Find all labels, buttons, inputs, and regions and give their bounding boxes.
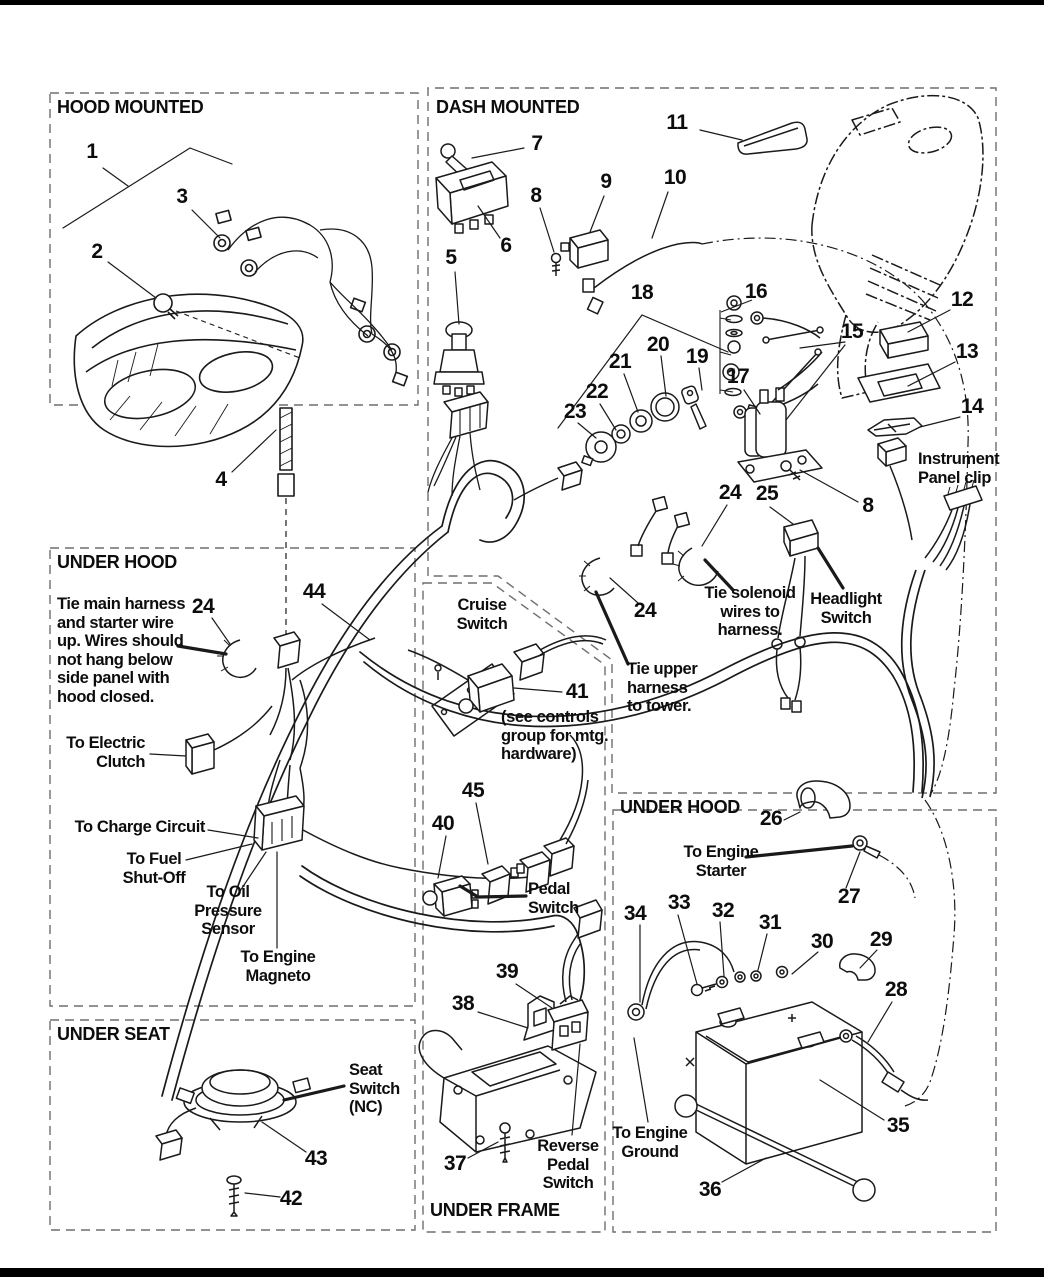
annotation-line: group for mtg. <box>501 726 609 745</box>
cover-part11 <box>738 122 807 154</box>
annotation-line: Magneto <box>245 966 311 985</box>
annotation-line: Tie upper <box>627 660 698 678</box>
part-callout-6: 6 <box>500 234 512 257</box>
annotation-line: Headlight <box>810 590 882 608</box>
annotation-line: Starter <box>695 861 747 880</box>
part-callout-35: 35 <box>886 1114 910 1137</box>
annotation-line: hood closed. <box>57 687 154 706</box>
tie-upper-harness-note <box>627 660 697 716</box>
screw-part8 <box>552 254 561 277</box>
annotation-line: up. Wires should <box>57 632 184 650</box>
annotation-line: (NC) <box>349 1098 383 1116</box>
hardware-stack-part16 <box>720 296 820 418</box>
under-seat-box <box>50 1020 415 1230</box>
instrument-panel-clip <box>918 450 999 487</box>
annotation-line: and starter wire <box>57 613 174 632</box>
solenoid-part17 <box>738 352 822 482</box>
reverse-pedal-switch-label <box>537 1137 598 1193</box>
charge-circuit-connector <box>254 760 304 850</box>
annotation-line: (see controls <box>501 708 599 726</box>
part-callout-40: 40 <box>431 812 455 835</box>
annotation-line: Clutch <box>96 752 145 771</box>
annotation-line: To Electric <box>66 734 145 752</box>
section-title-under-seat: UNDER SEAT <box>57 1024 170 1044</box>
section-title-hood-mounted: HOOD MOUNTED <box>57 97 204 117</box>
part-callout-20: 20 <box>646 333 670 356</box>
part-callout-11: 11 <box>666 111 688 134</box>
part-callout-16: 16 <box>744 280 768 303</box>
part-callout-21: 21 <box>608 350 632 373</box>
screw-part42 <box>227 1176 241 1216</box>
annotation-line: To Charge Circuit <box>74 818 205 836</box>
annotation-line: To Oil <box>206 883 250 901</box>
part-callout-13: 13 <box>955 340 979 363</box>
section-title-under-hood-left: UNDER HOOD <box>57 552 178 572</box>
annotation-line: Switch <box>456 614 508 633</box>
part-callout-12: 12 <box>950 288 974 311</box>
part-callout-10: 10 <box>663 166 687 189</box>
annotation-line: Cruise <box>457 596 507 614</box>
part-callout-31: 31 <box>758 911 782 934</box>
annotation-line: Ground <box>621 1142 679 1161</box>
under-frame-illustration <box>419 900 602 1162</box>
part-callout-9: 9 <box>600 170 612 193</box>
part-callout-8: 8 <box>862 494 874 517</box>
annotation-line: To Engine <box>683 843 759 861</box>
part-callout-24: 24 <box>633 599 657 622</box>
annotation-line: not hang below <box>57 650 173 669</box>
annotation-line: Instrument <box>918 450 1000 468</box>
part-callout-1: 1 <box>86 140 98 163</box>
part-callout-38: 38 <box>451 992 475 1015</box>
annotation-line: harness. <box>717 621 783 639</box>
dash-connector <box>428 392 488 496</box>
to-engine-starter-label <box>684 843 759 880</box>
part-callout-45: 45 <box>461 779 485 802</box>
part-callout-43: 43 <box>304 1147 328 1170</box>
annotation-line: Shut-Off <box>122 868 186 887</box>
annotation-line: Switch <box>349 1079 400 1098</box>
part-callout-33: 33 <box>667 891 691 914</box>
hardware-parts30-33 <box>692 967 788 996</box>
relay-part9 <box>561 230 608 268</box>
part-callout-4: 4 <box>215 468 227 491</box>
annotation-line: Panel clip <box>918 468 992 487</box>
annotation-line: Seat <box>349 1061 383 1079</box>
part-callout-8: 8 <box>530 184 542 207</box>
to-electric-clutch-label <box>66 734 145 771</box>
annotation-line: wires to <box>720 602 780 621</box>
seat-switch-label <box>349 1061 400 1117</box>
see-controls-note <box>501 708 608 764</box>
annotation-line: To Engine <box>612 1124 688 1142</box>
annotation-line: Pedal <box>546 1155 590 1174</box>
part-callout-14: 14 <box>960 395 984 418</box>
pto-switch-part5 <box>434 322 484 396</box>
part-callout-27: 27 <box>837 885 861 908</box>
part-callout-30: 30 <box>810 930 834 953</box>
part-callout-32: 32 <box>711 899 735 922</box>
part-callout-24: 24 <box>718 481 742 504</box>
cruise-switch-label <box>457 596 508 633</box>
key-switch-part6-7 <box>436 144 508 233</box>
tie-strap-part24b <box>217 640 256 677</box>
plate-part13 <box>858 364 940 402</box>
annotation-line: Pressure <box>194 901 262 920</box>
to-fuel-shutoff-label <box>123 850 186 887</box>
harness-strip-part4 <box>278 408 294 645</box>
section-title-under-frame: UNDER FRAME <box>430 1200 560 1220</box>
annotation-line: Tie solenoid <box>704 584 796 602</box>
part-callout-37: 37 <box>443 1152 467 1175</box>
to-charge-circuit-label <box>75 818 205 837</box>
headlight-switch-label <box>810 590 882 627</box>
part-callout-23: 23 <box>563 400 587 423</box>
annotation-line: side panel with <box>57 669 170 687</box>
ring-terminal-part27 <box>853 836 880 858</box>
part-callout-36: 36 <box>698 1178 722 1201</box>
pedal-switch-label <box>528 880 579 917</box>
annotation-line: Pedal <box>528 880 571 898</box>
part-callout-44: 44 <box>302 580 326 603</box>
part-callout-17: 17 <box>726 365 750 388</box>
part-callout-39: 39 <box>495 960 519 983</box>
annotation-line: To Engine <box>240 948 316 966</box>
part-callout-24: 24 <box>191 595 215 618</box>
annotation-line: Reverse <box>537 1137 599 1155</box>
part-callout-2: 2 <box>91 240 103 263</box>
part-callout-34: 34 <box>623 902 647 925</box>
part-callout-26: 26 <box>759 807 783 830</box>
to-engine-magneto-label <box>241 948 316 985</box>
tie-solenoid-note <box>704 584 795 640</box>
reverse-pedal-switch-part39 <box>548 900 602 1050</box>
part-callout-5: 5 <box>445 246 457 269</box>
annotation-line: to tower. <box>627 697 692 715</box>
battery-part35 <box>686 1002 862 1164</box>
hood-illustration <box>74 210 407 645</box>
tie-strap-part24c <box>579 558 614 595</box>
annotation-line: Tie main harness <box>57 595 186 613</box>
part-callout-28: 28 <box>884 978 908 1001</box>
part-callout-19: 19 <box>685 345 709 368</box>
annotation-line: To Fuel <box>126 850 182 868</box>
part-callout-25: 25 <box>755 482 779 505</box>
part-callout-41: 41 <box>565 680 589 703</box>
part-callout-15: 15 <box>840 320 864 343</box>
annotation-line: Switch <box>542 1174 594 1192</box>
annotation-line: harness <box>627 678 688 697</box>
part-callout-3: 3 <box>176 185 188 208</box>
tie-main-harness-note <box>57 595 185 706</box>
bracket-part38 <box>524 996 554 1040</box>
clip-part14 <box>868 418 922 436</box>
to-oil-pressure-label <box>194 883 261 939</box>
to-engine-ground-label <box>613 1124 688 1161</box>
part-callout-42: 42 <box>279 1187 303 1210</box>
annotation-line: Switch <box>528 898 579 917</box>
instrument-panel-harness <box>878 438 982 798</box>
section-title-dash-mounted: DASH MOUNTED <box>436 97 580 117</box>
part-callout-7: 7 <box>531 132 543 155</box>
key-switch-group-parts19-23 <box>514 385 706 500</box>
starter-boot-part26 <box>797 781 850 818</box>
annotation-line: Switch <box>820 608 872 627</box>
section-title-under-hood-right: UNDER HOOD <box>620 797 741 817</box>
annotation-line: hardware) <box>501 745 577 763</box>
electric-clutch-connector <box>186 706 272 774</box>
part-callout-29: 29 <box>869 928 893 951</box>
part-callout-22: 22 <box>585 380 609 403</box>
part-callout-18: 18 <box>630 281 654 304</box>
annotation-line: Sensor <box>201 920 255 938</box>
switch-part12 <box>880 322 928 358</box>
